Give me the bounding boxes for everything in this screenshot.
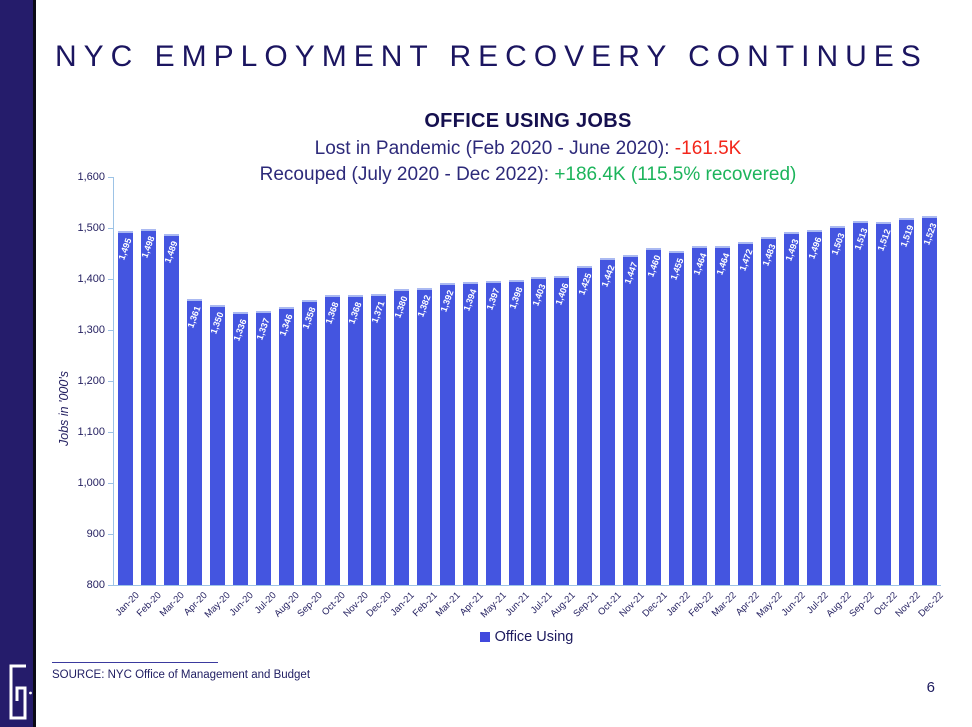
bar-Jul-20: [256, 311, 271, 585]
y-tick-label: 1,500: [77, 222, 105, 234]
x-tick-label: Jul-20: [253, 590, 280, 617]
y-tick-mark: [108, 432, 113, 433]
bar-value-label: 1,382: [415, 293, 433, 319]
bar-value-label: 1,455: [668, 256, 686, 282]
bar-Aug-22: [830, 226, 845, 585]
x-tick-label: Feb-20: [135, 590, 165, 620]
x-tick-label: Jun-21: [503, 590, 532, 619]
bar-value-label: 1,523: [920, 221, 939, 247]
x-tick-label: Jul-21: [528, 590, 555, 617]
left-sidebar-strip: [0, 0, 36, 727]
y-tick-mark: [108, 483, 113, 484]
bar-Apr-20: [187, 299, 202, 585]
x-tick-label: Jan-20: [112, 590, 142, 619]
bar-value-label: 1,512: [875, 227, 893, 253]
bar-value-label: 1,464: [691, 252, 709, 277]
chart-title: OFFICE USING JOBS: [424, 110, 632, 132]
x-tick-label: Jul-22: [804, 590, 831, 617]
g-monogram-logo: [5, 663, 33, 721]
bar-value-label: 1,403: [530, 283, 548, 308]
recouped-value: +186.4K (115.5% recovered): [554, 164, 797, 185]
y-tick-label: 1,600: [77, 171, 105, 183]
x-tick-label: Mar-20: [158, 590, 188, 620]
bar-Oct-21: [600, 258, 615, 585]
bar-Jan-20: [118, 231, 133, 585]
bar-May-21: [486, 281, 501, 585]
source-text: SOURCE: NYC Office of Management and Budget: [52, 669, 311, 681]
bar-Mar-21: [440, 283, 455, 585]
bar-Jul-22: [807, 230, 822, 585]
y-tick-mark: [108, 177, 113, 178]
x-tick-label: Aug-22: [823, 590, 854, 620]
bar-Jun-22: [784, 232, 799, 585]
bar-Dec-22: [922, 216, 937, 585]
bar-value-label: 1,358: [300, 306, 318, 331]
bar-value-label: 1,368: [323, 301, 341, 326]
bar-Jun-20: [233, 312, 248, 585]
x-tick-label: Feb-21: [410, 590, 440, 620]
x-tick-label: Dec-21: [640, 590, 670, 620]
bar-value-label: 1,392: [438, 288, 456, 314]
bar-value-label: 1,493: [783, 237, 801, 262]
bar-Nov-20: [348, 295, 363, 585]
x-tick-label: Oct-21: [595, 590, 624, 618]
bar-May-20: [210, 305, 225, 586]
lost-label: Lost in Pandemic (Feb 2020 - June 2020):: [314, 138, 675, 159]
bar-value-label: 1,361: [185, 304, 203, 330]
y-tick-mark: [108, 381, 113, 382]
y-tick-mark: [108, 228, 113, 229]
bar-value-label: 1,380: [392, 294, 410, 320]
y-tick-mark: [108, 534, 113, 535]
bar-Aug-21: [554, 276, 569, 585]
x-tick-label: Aug-20: [272, 590, 303, 620]
bar-Aug-20: [279, 307, 294, 585]
bar-Sep-20: [302, 300, 317, 585]
x-tick-label: May-20: [202, 590, 234, 621]
bar-Feb-20: [141, 229, 156, 585]
x-tick-label: Jan-21: [388, 590, 417, 619]
bar-value-label: 1,464: [714, 252, 732, 277]
x-tick-label: Apr-22: [733, 590, 762, 618]
bar-Sep-21: [577, 266, 592, 585]
bar-Dec-21: [646, 248, 661, 585]
x-tick-label: Nov-20: [341, 590, 371, 620]
x-tick-label: Sep-22: [846, 590, 877, 620]
lost-value: -161.5K: [674, 138, 742, 159]
y-axis-title: Jobs in '000's: [57, 371, 71, 446]
bar-Feb-22: [692, 246, 707, 585]
bar-value-label: 1,394: [461, 287, 479, 313]
x-tick-label: May-21: [478, 590, 509, 621]
bar-Apr-21: [463, 282, 478, 585]
bar-value-label: 1,442: [599, 263, 617, 288]
bar-Jul-21: [531, 277, 546, 585]
bar-value-label: 1,472: [737, 247, 755, 273]
y-tick-mark: [108, 330, 113, 331]
bar-value-label: 1,447: [622, 260, 640, 286]
x-tick-label: Jan-22: [664, 590, 693, 619]
y-tick-mark: [108, 279, 113, 280]
bar-value-label: 1,350: [208, 310, 226, 335]
bar-Jun-21: [509, 280, 524, 585]
bar-value-label: 1,496: [806, 235, 824, 261]
slide-title: NYC EMPLOYMENT RECOVERY CONTINUES: [55, 40, 928, 73]
y-tick-mark: [108, 585, 113, 586]
bar-value-label: 1,397: [484, 286, 502, 311]
x-tick-label: Apr-21: [457, 590, 486, 618]
bar-value-label: 1,519: [897, 224, 916, 249]
y-tick-label: 900: [86, 528, 105, 540]
y-tick-label: 1,000: [77, 477, 105, 489]
bar-value-label: 1,489: [162, 239, 180, 264]
bar-value-label: 1,368: [346, 301, 364, 326]
bar-May-22: [761, 237, 776, 585]
legend-marker-office-using: [480, 632, 490, 642]
x-tick-label: Mar-22: [709, 590, 739, 620]
bar-Dec-20: [371, 294, 386, 585]
y-tick-label: 1,100: [77, 426, 105, 438]
bar-value-label: 1,495: [116, 236, 135, 261]
y-tick-label: 1,200: [77, 375, 105, 387]
chart-legend: [113, 629, 940, 645]
bar-value-label: 1,337: [254, 316, 272, 342]
page-number: 6: [926, 679, 935, 696]
bar-value-label: 1,346: [277, 312, 295, 337]
x-tick-label: Mar-21: [433, 590, 463, 620]
x-tick-label: Sep-20: [295, 590, 326, 620]
bar-Nov-22: [899, 218, 914, 585]
y-tick-label: 1,300: [77, 324, 105, 336]
bar-value-label: 1,513: [852, 227, 870, 252]
bar-Nov-21: [623, 255, 638, 585]
x-tick-label: Nov-22: [892, 590, 923, 620]
x-tick-label: Jun-22: [779, 590, 808, 619]
bar-Feb-21: [417, 288, 432, 585]
x-tick-label: Oct-20: [320, 590, 349, 618]
bar-Apr-22: [738, 242, 753, 585]
x-tick-label: Jun-20: [227, 590, 257, 619]
bar-value-label: 1,498: [139, 234, 158, 260]
bar-Oct-22: [876, 222, 891, 585]
chart-subtitle-lost: [113, 136, 943, 162]
bar-Jan-21: [394, 289, 409, 585]
source-divider: [52, 662, 218, 663]
x-tick-label: Nov-21: [617, 590, 647, 620]
legend-label: Office Using: [494, 629, 574, 645]
bar-value-label: 1,336: [231, 317, 249, 342]
bar-Mar-20: [164, 234, 179, 585]
x-tick-label: Apr-20: [182, 590, 211, 618]
bar-Jan-22: [669, 251, 684, 585]
bar-value-label: 1,398: [507, 285, 525, 311]
y-tick-label: 800: [86, 579, 105, 591]
bar-value-label: 1,460: [645, 254, 663, 279]
bar-Sep-22: [853, 221, 868, 585]
bar-value-label: 1,483: [760, 242, 778, 267]
x-tick-label: Sep-21: [571, 590, 601, 620]
x-tick-label: Dec-22: [915, 590, 946, 620]
bar-value-label: 1,503: [829, 232, 847, 257]
x-tick-label: Dec-20: [364, 590, 394, 620]
bar-Mar-22: [715, 246, 730, 585]
bar-value-label: 1,371: [369, 299, 387, 325]
bar-value-label: 1,406: [553, 281, 571, 307]
bar-Oct-20: [325, 295, 340, 585]
x-tick-label: Oct-22: [871, 590, 900, 618]
x-tick-label: May-22: [754, 590, 785, 621]
y-tick-label: 1,400: [77, 273, 105, 285]
x-tick-label: Aug-21: [548, 590, 578, 620]
x-tick-label: Feb-22: [686, 590, 716, 620]
bar-value-label: 1,425: [576, 271, 594, 297]
recouped-label: Recouped (July 2020 - Dec 2022):: [259, 164, 555, 185]
